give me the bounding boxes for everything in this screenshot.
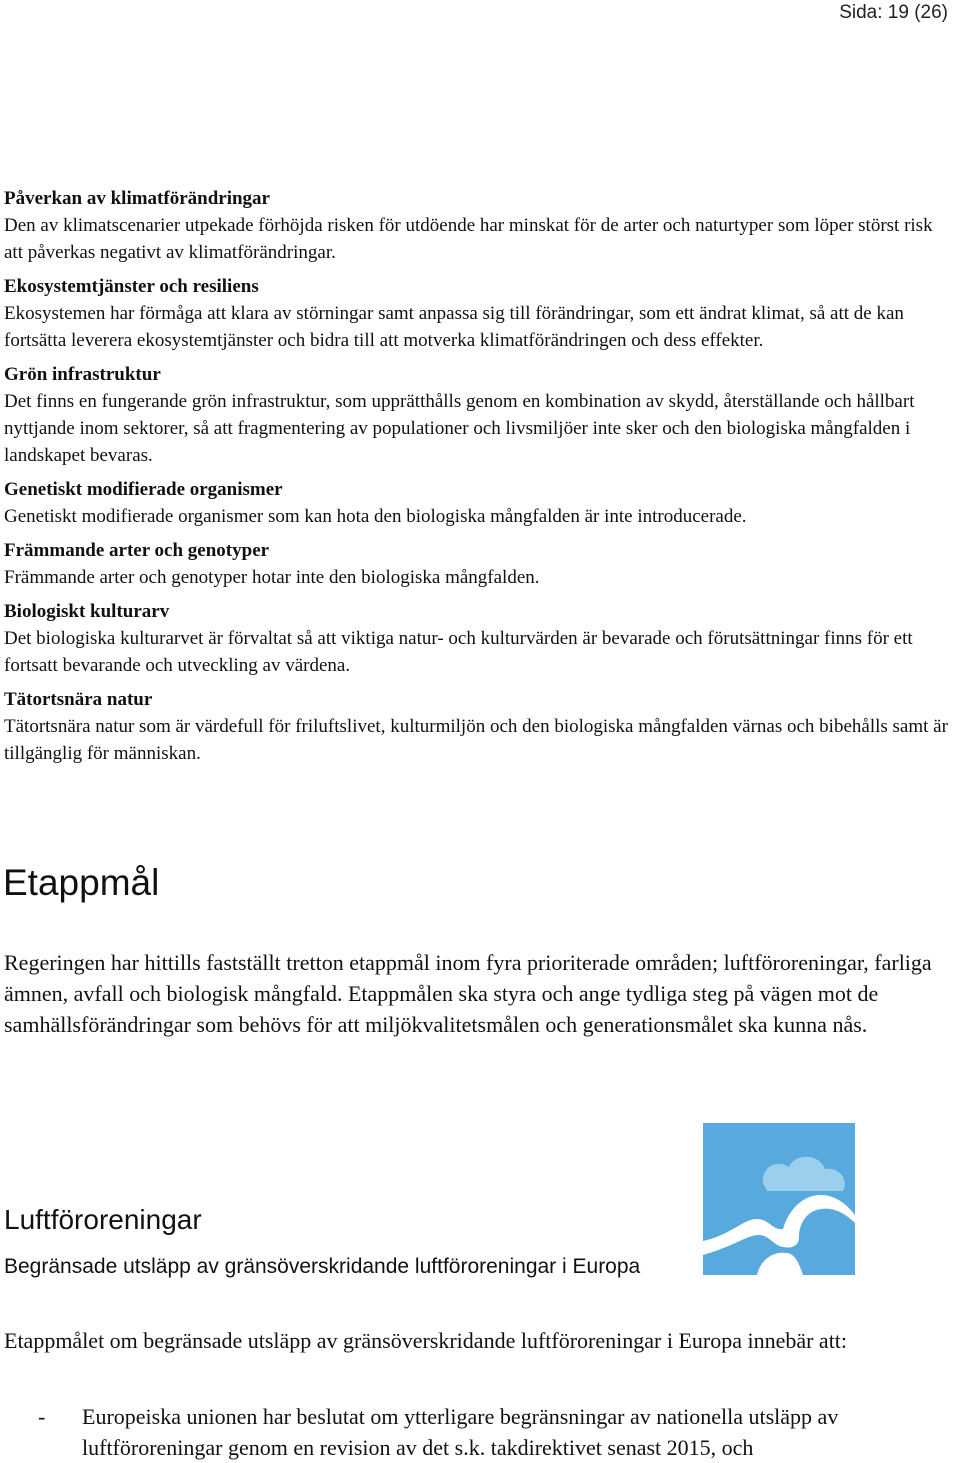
section-body: Ekosystemen har förmåga att klara av störningar samt anpassa sig till förändringar, som ett ändrat klimat, så att de kan fortsätta leverera ekosystemtjänster och bidra till att motverka klimatförändringen och dess effekter. bbox=[4, 303, 904, 351]
section-heading: Grön infrastruktur bbox=[4, 364, 161, 385]
section-heading: Tätortsnära natur bbox=[4, 689, 153, 710]
section-gmo bbox=[4, 476, 956, 530]
section-body: Främmande arter och genotyper hotar inte den biologiska mångfalden. bbox=[4, 567, 540, 588]
section-body: Det finns en fungerande grön infrastruktur, som upprätthålls genom en kombination av skydd, återställande och hållbart nyttjande inom sektorer, så att fragmentering av populationer och livsmiljöer inte sker och den biologiska mångfalden i landskapet bevaras. bbox=[4, 391, 915, 466]
list-item-text: Europeiska unionen har beslutat om ytterligare begränsningar av nationella utsläpp av luftföroreningar genom en revision av det s.k. takdirektivet senast 2015, och bbox=[82, 1404, 839, 1460]
clear-air-cloud-icon bbox=[703, 1123, 855, 1275]
section-heading: Biologiskt kulturarv bbox=[4, 601, 170, 622]
section-kulturarv bbox=[4, 598, 956, 679]
list-item bbox=[0, 1401, 950, 1463]
section-heading: Främmande arter och genotyper bbox=[4, 540, 270, 561]
section-klimat bbox=[4, 185, 956, 266]
section-gron-infrastruktur bbox=[4, 361, 956, 469]
section-heading: Påverkan av klimatförändringar bbox=[4, 188, 270, 209]
section-heading: Ekosystemtjänster och resiliens bbox=[4, 276, 259, 297]
list-marker: - bbox=[38, 1404, 46, 1429]
etappmal-body: Regeringen har hittills fastställt tretton etappmål inom fyra prioriterade områden; luftföroreningar, farliga ämnen, avfall och biologisk mångfald. Etappmålen ska styra och ange tydliga steg på vägen mot de samhällsförändringar som behövs för att miljökvalitetsmålen och generationsmålet ska kunna nås. bbox=[4, 950, 932, 1037]
luftfororeningar-subheading: Begränsade utsläpp av gränsöverskridande luftföroreningar i Europa bbox=[4, 1255, 641, 1278]
section-body: Tätortsnära natur som är värdefull för friluftslivet, kulturmiljön och den biologiska mångfalden värnas och bibehålls samt är tillgänglig för människan. bbox=[4, 716, 948, 764]
page-number: Sida: 19 (26) bbox=[839, 2, 948, 23]
luftfororeningar-list bbox=[0, 1401, 950, 1463]
section-heading: Genetiskt modifierade organismer bbox=[4, 479, 283, 500]
section-body: Genetiskt modifierade organismer som kan hota den biologiska mångfalden är inte introducerade. bbox=[4, 506, 747, 527]
section-body: Den av klimatscenarier utpekade förhöjda risken för utdöende har minskat för de arter och naturtyper som löper störst risk att påverkas negativt av klimatförändringar. bbox=[4, 215, 933, 263]
section-tatortsnara-natur bbox=[4, 686, 956, 767]
target-sections bbox=[4, 185, 956, 774]
section-body: Det biologiska kulturarvet är förvaltat så att viktiga natur- och kulturvärden är bevarade och förutsättningar finns för ett fortsatt bevarande och utveckling av värdena. bbox=[4, 628, 913, 676]
luftfororeningar-body: Etappmålet om begränsade utsläpp av gränsöverskridande luftföroreningar i Europa innebär att: bbox=[4, 1328, 848, 1353]
section-ekosystemtjanster bbox=[4, 273, 956, 354]
luftfororeningar-heading: Luftföroreningar bbox=[4, 1204, 202, 1235]
section-frammande-arter bbox=[4, 537, 956, 591]
etappmal-heading: Etappmål bbox=[3, 862, 160, 903]
